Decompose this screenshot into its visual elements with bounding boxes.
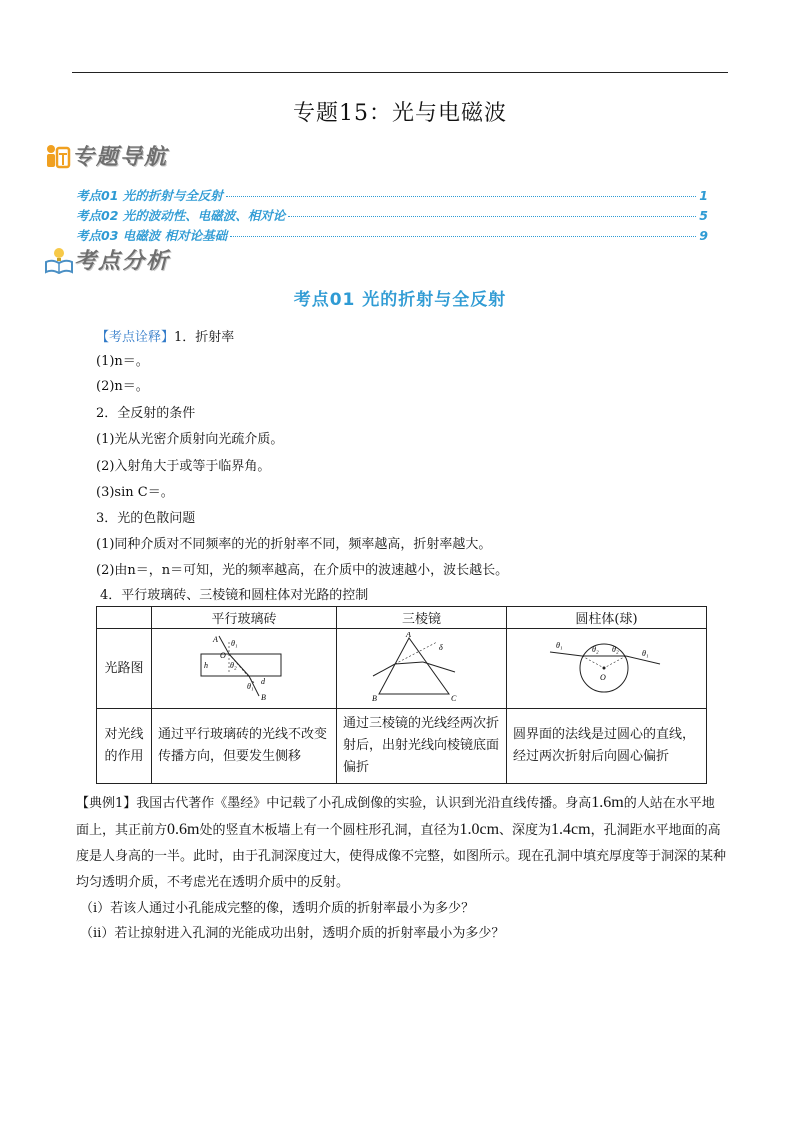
example-tag: 【典例1】 bbox=[76, 796, 137, 811]
analysis-banner bbox=[44, 244, 170, 275]
row-label: 对光线的作用 bbox=[97, 709, 152, 784]
slab-label-theta1: θ₁ bbox=[231, 638, 238, 648]
toc-leader bbox=[230, 236, 696, 237]
book-bulb-icon bbox=[44, 246, 74, 274]
table-header-cell: 平行玻璃砖 bbox=[152, 607, 337, 629]
body-line: (1)光从光密介质射向光疏介质。 bbox=[96, 432, 284, 447]
body-line: 3．光的色散问题 bbox=[96, 511, 196, 526]
glass-slab-diagram bbox=[189, 632, 299, 702]
toc-item-1[interactable] bbox=[76, 186, 708, 204]
slab-label-theta2: θ₂ bbox=[230, 660, 237, 670]
body-line: (1)同种介质对不同频率的光的折射率不同，频率越高，折射率越大。 bbox=[96, 537, 492, 552]
table-row-effects bbox=[97, 709, 707, 784]
nav-banner-label: 专题导航 bbox=[72, 145, 169, 170]
prism-label-c: C bbox=[450, 693, 456, 702]
toc-item-label: 考点01 光的折射与全反射 bbox=[76, 188, 223, 203]
table-cell: 通过平行玻璃砖的光线不改变传播方向，但要发生侧移 bbox=[152, 709, 337, 784]
slab-label-d: d bbox=[261, 676, 265, 686]
body-line: (2)由n＝，n＝可知，光的频率越高，在介质中的波速越小，波长越长。 bbox=[96, 563, 509, 578]
table-cell: 通过三棱镜的光线经两次折射后，出射光线向棱镜底面偏折 bbox=[337, 709, 507, 784]
toc-item-label: 考点02 光的波动性、电磁波、相对论 bbox=[76, 208, 286, 223]
slab-label-o: O bbox=[220, 650, 226, 660]
body-line: (2)n＝。 bbox=[96, 379, 149, 394]
page-title: 专题15：光与电磁波 bbox=[293, 101, 507, 126]
body-line: 2．全反射的条件 bbox=[96, 406, 196, 421]
table-header-cell bbox=[97, 607, 152, 629]
toc-item-3[interactable] bbox=[76, 226, 708, 244]
slab-label-theta1-exit: θ₁ bbox=[247, 681, 254, 691]
toc-leader bbox=[288, 216, 696, 217]
table-header-row bbox=[97, 607, 707, 629]
line-refraction-index: 【考点诠释】1．折射率 bbox=[96, 330, 235, 345]
body-line: (2)入射角大于或等于临界角。 bbox=[96, 459, 271, 474]
section-heading: 考点01 光的折射与全反射 bbox=[293, 290, 507, 310]
nav-banner bbox=[44, 140, 168, 171]
value-height: 1.6m bbox=[591, 794, 624, 811]
row-label: 光路图 bbox=[97, 629, 152, 709]
cyl-label-theta2-b: θ₂ bbox=[611, 644, 619, 654]
slab-label-h: h bbox=[204, 660, 208, 670]
prism-label-delta: δ bbox=[438, 642, 443, 652]
slab-label-b: B bbox=[261, 692, 266, 702]
toc-leader bbox=[226, 196, 697, 197]
value-distance: 0.6m bbox=[167, 821, 200, 838]
prism-diagram bbox=[367, 632, 477, 702]
table-header-cell: 三棱镜 bbox=[337, 607, 507, 629]
table-row-diagrams bbox=[97, 629, 707, 709]
cylinder-diagram bbox=[542, 632, 672, 702]
table-cell: 圆界面的法线是过圆心的直线，经过两次折射后向圆心偏折 bbox=[507, 709, 707, 784]
cyl-label-o: O bbox=[599, 672, 606, 682]
optics-comparison-table bbox=[96, 606, 707, 784]
cyl-label-theta2: θ₂ bbox=[591, 644, 599, 654]
prism-label-b: B bbox=[371, 693, 377, 702]
slab-label-a: A bbox=[213, 634, 218, 644]
toc-item-page: 1 bbox=[699, 188, 708, 203]
toc-item-page: 9 bbox=[699, 228, 708, 243]
cyl-label-theta1: θ₁ bbox=[555, 640, 563, 650]
analysis-banner-label: 考点分析 bbox=[74, 249, 171, 274]
cyl-label-theta1-b: θ₁ bbox=[641, 648, 649, 658]
prism-label-a: A bbox=[405, 631, 411, 639]
nav-emblem-icon bbox=[44, 142, 72, 170]
toc-item-2[interactable] bbox=[76, 206, 708, 224]
example-paragraph: 【典例1】我国古代著作《墨经》中记载了小孔成倒像的实验，认识到光沿直线传播。身高1.6m的人站在水平地面上，其正前方0.6m处的竖直木板墙上有一个圆柱形孔洞，直径为1.0cm、深度为1.4cm，孔洞距水平地面的高度是人身高的一半。此时，由于孔洞深度过大，使得成像不完整，如图所示。现在孔洞中填充厚度等于洞深的某种均匀透明介质，不考虑光在透明介质中的反射。 bbox=[76, 794, 727, 890]
question-1: （i）若该人通过小孔能成完整的像，透明介质的折射率最小为多少？ bbox=[80, 901, 475, 916]
concept-tag: 【考点诠释】 bbox=[96, 330, 175, 345]
toc-item-page: 5 bbox=[699, 208, 708, 223]
value-depth: 1.4cm bbox=[551, 821, 591, 838]
table-header-cell: 圆柱体(球) bbox=[507, 607, 707, 629]
body-line: 4．平行玻璃砖、三棱镜和圆柱体对光路的控制 bbox=[100, 588, 369, 603]
value-diameter: 1.0cm bbox=[459, 821, 500, 838]
body-line: (1)n＝。 bbox=[96, 354, 149, 369]
header-rule bbox=[72, 72, 728, 73]
question-2: （ii）若让掠射进入孔洞的光能成功出射，透明介质的折射率最小为多少？ bbox=[80, 926, 505, 941]
toc-item-label: 考点03 电磁波 相对论基础 bbox=[76, 228, 228, 243]
body-line: (3)sin C＝。 bbox=[96, 485, 174, 500]
